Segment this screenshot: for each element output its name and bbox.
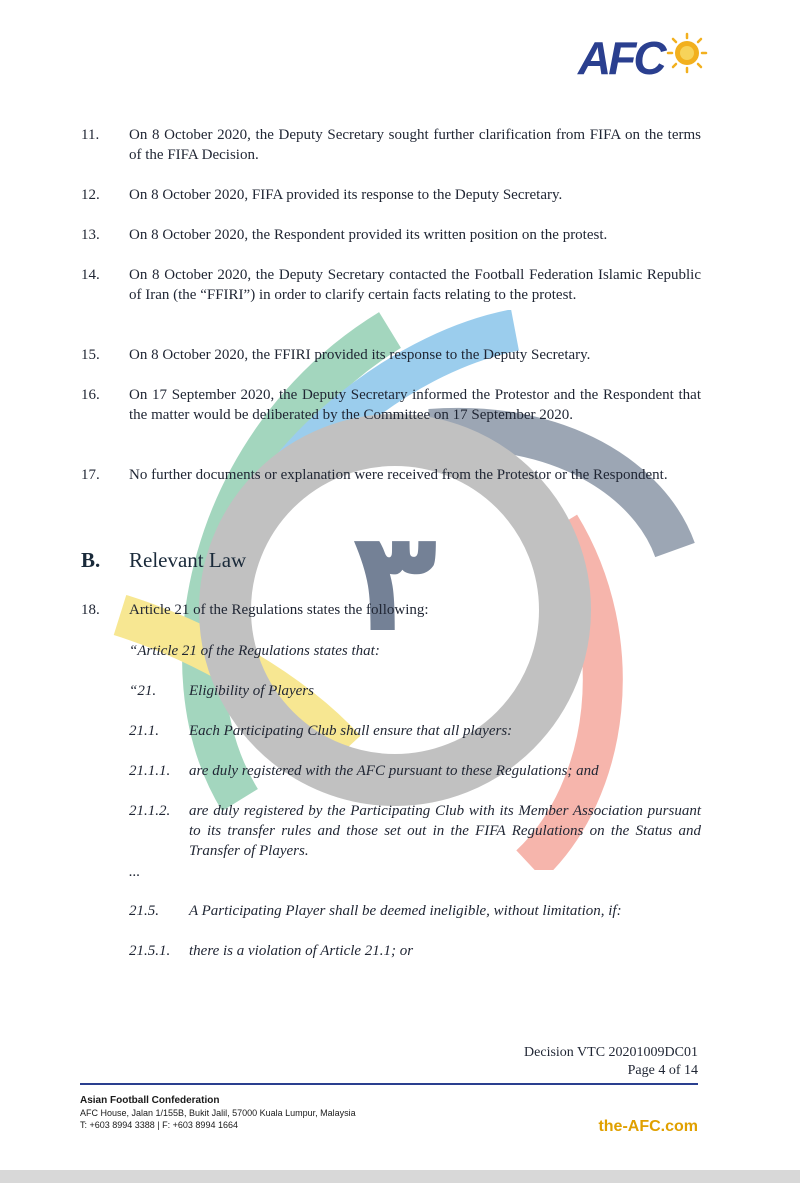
paragraph-number: 14.	[81, 267, 100, 283]
quote-intro: “Article 21 of the Regulations states that:	[129, 643, 380, 659]
clause-number: 21.5.	[129, 903, 159, 919]
paragraph-text: On 8 October 2020, the Deputy Secretary contacted the Football Federation Islamic Republic of Iran (the “FFIRI”) in order to clarify certain facts relating to the protest.	[129, 267, 701, 303]
organization-contact: T: +603 8994 3388 | F: +603 8994 1664	[80, 1120, 238, 1130]
bottom-band	[0, 1170, 800, 1183]
quote-ellipsis: ...	[129, 864, 141, 880]
page-number: Page 4 of 14	[627, 1063, 698, 1078]
paragraph-14	[81, 265, 701, 305]
clause-text: Eligibility of Players	[189, 683, 314, 699]
paragraph-number: 17.	[81, 467, 100, 483]
paragraph-text: On 17 September 2020, the Deputy Secretary informed the Protestor and the Respondent that the matter would be deliberated by the Committee on 17 September 2020.	[129, 387, 701, 423]
footer-divider	[80, 1083, 698, 1085]
clause-text: are duly registered with the AFC pursuant to these Regulations; and	[189, 763, 599, 779]
afc-logo	[578, 30, 708, 88]
paragraph-text: On 8 October 2020, the Deputy Secretary sought further clarification from FIFA on the terms of the FIFA Decision.	[129, 127, 701, 163]
clause-text: Each Participating Club shall ensure that all players:	[189, 723, 513, 739]
organization-address: AFC House, Jalan 1/155B, Bukit Jalil, 57000 Kuala Lumpur, Malaysia	[80, 1108, 356, 1118]
paragraph-15	[81, 345, 701, 365]
afc-logo-text: AFC	[578, 32, 664, 84]
paragraph-number: 11.	[81, 127, 100, 143]
paragraph-text: No further documents or explanation were received from the Protestor or the Respondent.	[129, 467, 668, 483]
paragraph-number: 13.	[81, 227, 100, 243]
website-link[interactable]: the-AFC.com	[598, 1118, 698, 1135]
organization-name: Asian Football Confederation	[80, 1095, 220, 1106]
clause-number: “21.	[129, 683, 157, 699]
decision-number: Decision VTC 20201009DC01	[524, 1045, 698, 1060]
clause-text: A Participating Player shall be deemed ineligible, without limitation, if:	[189, 903, 622, 919]
section-letter: B.	[81, 548, 101, 572]
paragraph-13	[81, 225, 701, 245]
paragraph-number: 15.	[81, 347, 100, 363]
paragraph-text: On 8 October 2020, the FFIRI provided its response to the Deputy Secretary.	[129, 347, 591, 363]
paragraph-16	[81, 385, 701, 425]
paragraph-number: 12.	[81, 187, 100, 203]
paragraph-11	[81, 125, 701, 165]
clause-number: 21.1.1.	[129, 763, 171, 779]
paragraph-text: Article 21 of the Regulations states the following:	[129, 602, 429, 618]
sun-icon	[666, 32, 708, 74]
paragraph-number: 18.	[81, 602, 100, 618]
paragraph-text: On 8 October 2020, FIFA provided its response to the Deputy Secretary.	[129, 187, 563, 203]
paragraph-text: On 8 October 2020, the Respondent provided its written position on the protest.	[129, 227, 608, 243]
section-title: Relevant Law	[129, 548, 247, 572]
decision-reference	[524, 1044, 698, 1080]
clause-text: are duly registered by the Participating Club with its Member Association pursuant to its transfer rules and those set out in the FIFA Regulations on the Status and Transfer of Players.	[189, 803, 701, 859]
paragraph-17	[81, 465, 701, 485]
paragraph-18	[81, 600, 701, 620]
clause-number: 21.5.1.	[129, 943, 171, 959]
clause-number: 21.1.2.	[129, 803, 171, 819]
clause-text: there is a violation of Article 21.1; or	[189, 943, 414, 959]
clause-number: 21.1.	[129, 723, 159, 739]
footer-organization	[80, 1095, 356, 1131]
paragraph-number: 16.	[81, 387, 100, 403]
watermark-glyph: ۳	[352, 501, 438, 664]
paragraph-12	[81, 185, 701, 205]
